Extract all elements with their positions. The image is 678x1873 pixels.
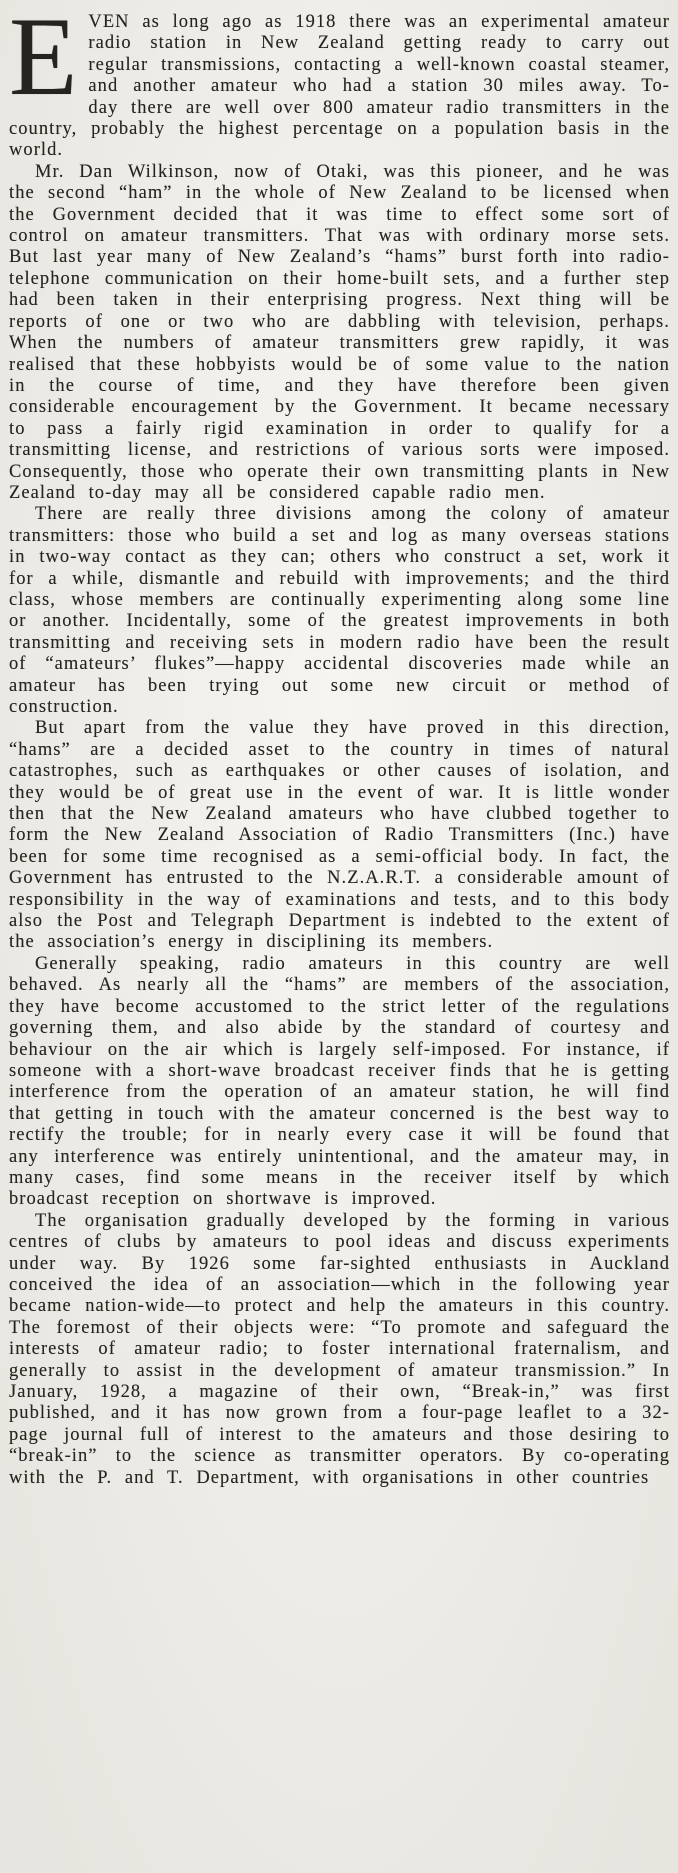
paragraph-text: VEN as long ago as 1918 there was an experimental amateur radio station in New Zealand getting ready to carry out regular transmissions, contacting a well-known coastal steamer, and another amateur who had a station 30 miles away. To-day there are well over 800 amateur radio transmitters in the country, probably the highest percentage on a population basis in the world. <box>9 12 670 161</box>
article-paragraph: The organisation gradually developed by the forming in various centres of clubs by amateurs to pool ideas and discuss experiments under way. By 1926 some far-sighted enthusiasts in Auckland conceived the idea of an association—which in the following year became nation-wide—to protect and help the amateurs in this country. The foremost of their objects were: “To promote and safeguard the interests of amateur radio; to foster international fraternalism, and generally to assist in the development of amateur transmission.” In January, 1928, a magazine of their own, “Break-in,” was first published, and it has now grown from a four-page leaflet to a 32-page journal full of interest to the amateurs and those desiring to “break-in” to the science as transmitter operators. By co-operating with the P. and T. Department, with organisations in other countries <box>9 1210 670 1488</box>
article-paragraph <box>9 0 670 162</box>
drop-cap: E <box>9 0 78 119</box>
article-paragraph: Mr. Dan Wilkinson, now of Otaki, was this pioneer, and he was the second “ham” in the whole of New Zealand to be licensed when the Government decided that it was time to effect some sort of control on amateur transmitters. That was with ordinary morse sets. But last year many of New Zealand’s “hams” burst forth into radio-telephone communication on their home-built sets, and a further step had been taken in their enterprising progress. Next thing will be reports of one or two who are dabbling with television, perhaps. When the numbers of amateur transmitters grew rapidly, it was realised that these hobbyists would be of some value to the nation in the course of time, and they have therefore been given considerable encouragement by the Government. It became necessary to pass a fairly rigid examination in order to qualify for a transmitting license, and restrictions of various sorts were imposed. Consequently, those who operate their own transmitting plants in New Zealand to-day may all be considered capable radio men. <box>9 161 670 503</box>
article-paragraph: Generally speaking, radio amateurs in this country are well behaved. As nearly all the “hams” are members of the association, they have become accustomed to the strict letter of the regulations governing them, and also abide by the standard of courtesy and behaviour on the air which is largely self-imposed. For instance, if someone with a short-wave broadcast receiver finds that he is getting interference from the operation of an amateur station, he will find that getting in touch with the amateur concerned is the best way to rectify the trouble; for in nearly every case it will be found that any interference was entirely unintentional, and the amateur may, in many cases, find some means in the receiver itself by which broadcast reception on shortwave is improved. <box>9 953 670 1210</box>
article-paragraph: But apart from the value they have proved in this direction, “hams” are a decided asset to the country in times of natural catastrophes, such as earthquakes or other causes of isolation, and they would be of great use in the event of war. It is little wonder then that the New Zealand amateurs who have clubbed together to form the New Zealand Association of Radio Transmitters (Inc.) have been for some time recognised as a semi-official body. In fact, the Government has entrusted to the N.Z.A.R.T. a considerable amount of responsibility in the way of examinations and tests, and to this body also the Post and Telegraph Department is indebted to the extent of the association’s energy in disciplining its members. <box>9 718 670 953</box>
article-paragraph: There are really three divisions among the colony of amateur transmitters: those who build a set and log as many overseas stations in two-way contact as they can; others who construct a set, work it for a while, dismantle and rebuild with improvements; and the third class, whose members are continually experimenting along some line or another. Incidentally, some of the greatest improvements in both transmitting and receiving sets in modern radio have been the result of “amateurs’ flukes”—happy accidental discoveries made while an amateur has been trying out some new circuit or method of construction. <box>9 504 670 717</box>
